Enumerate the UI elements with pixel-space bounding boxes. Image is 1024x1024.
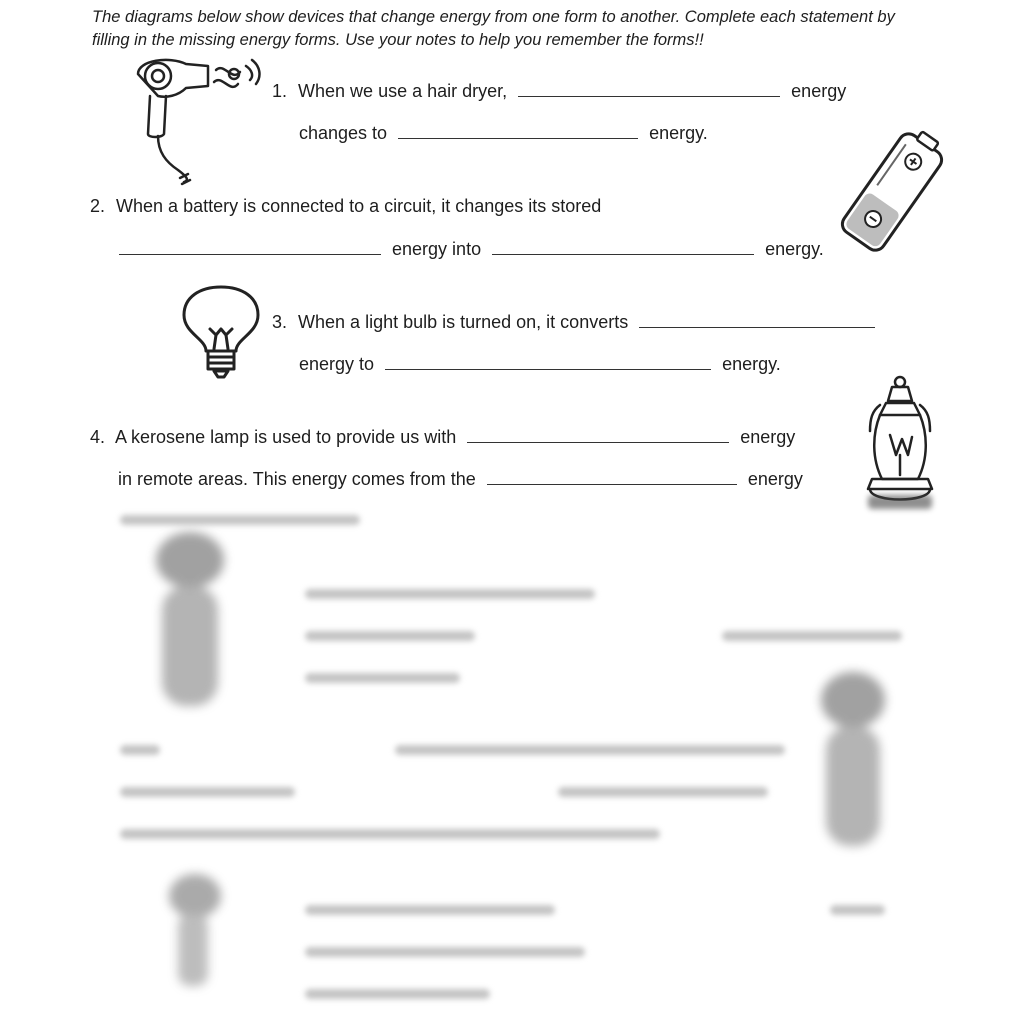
hair-dryer-icon — [128, 52, 273, 187]
kerosene-lamp-icon — [862, 375, 938, 515]
blurred-text-line — [830, 905, 885, 915]
question-text: energy. — [649, 123, 708, 143]
question-text: energy into — [392, 239, 482, 259]
question-2-line-1 — [90, 195, 601, 217]
answer-blank[interactable] — [492, 238, 754, 255]
question-text: changes to — [299, 123, 388, 143]
question-text: energy to — [299, 354, 375, 374]
question-3-line-2 — [299, 353, 781, 375]
light-bulb-icon — [180, 285, 262, 381]
question-text: energy — [740, 427, 796, 447]
question-4-line-2 — [118, 468, 803, 490]
question-text: A kerosene lamp is used to provide us with — [115, 427, 457, 447]
question-number: 2. — [90, 196, 106, 216]
blurred-text-line — [305, 631, 475, 641]
blurred-text-line — [120, 829, 660, 839]
question-text: When a battery is connected to a circuit, it changes its stored — [116, 196, 602, 216]
blurred-figure-icon — [140, 530, 240, 720]
blurred-text-line — [305, 989, 490, 999]
question-text: energy. — [765, 239, 824, 259]
question-4-line-1 — [90, 426, 795, 448]
answer-blank[interactable] — [518, 80, 780, 97]
question-text: When a light bulb is turned on, it converts — [298, 312, 629, 332]
answer-blank[interactable] — [487, 468, 737, 485]
blurred-text-line — [120, 787, 295, 797]
instructions-text: The diagrams below show devices that change energy from one form to another. Complete each statement by filling in the missing energy forms. Use your notes to help you remember the forms!! — [92, 8, 895, 49]
answer-blank[interactable] — [119, 238, 381, 255]
blurred-figure-icon — [808, 670, 898, 860]
answer-blank[interactable] — [639, 311, 875, 328]
blurred-text-line — [305, 673, 460, 683]
blurred-text-line — [722, 631, 902, 641]
battery-icon — [830, 125, 955, 260]
question-text: energy — [747, 469, 803, 489]
question-1-line-1 — [272, 80, 846, 102]
blurred-text-line — [305, 947, 585, 957]
blurred-text-line — [558, 787, 768, 797]
blurred-text-line — [305, 905, 555, 915]
question-3-line-1 — [272, 311, 881, 333]
question-text: energy — [791, 81, 847, 101]
question-number: 1. — [272, 81, 288, 101]
question-1-line-2 — [299, 122, 708, 144]
question-number: 3. — [272, 312, 288, 332]
answer-blank[interactable] — [398, 122, 638, 139]
question-number: 4. — [90, 427, 106, 447]
answer-blank[interactable] — [385, 353, 711, 370]
question-2-line-2 — [113, 238, 824, 260]
blurred-figure-icon — [150, 870, 240, 1000]
blurred-content-area — [0, 505, 1024, 1024]
blurred-text-line — [120, 745, 160, 755]
question-text: in remote areas. This energy comes from the — [118, 469, 476, 489]
blurred-text-line — [120, 515, 360, 525]
question-text: When we use a hair dryer, — [298, 81, 508, 101]
blurred-text-line — [305, 589, 595, 599]
blurred-text-line — [395, 745, 785, 755]
question-text: energy. — [722, 354, 781, 374]
answer-blank[interactable] — [467, 426, 729, 443]
